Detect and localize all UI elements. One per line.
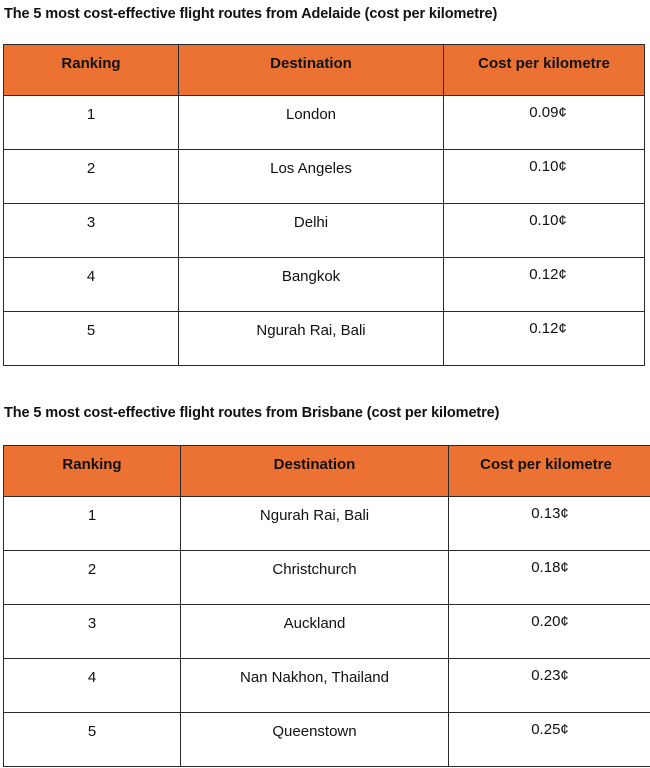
cost-cell: 0.09¢: [444, 96, 645, 150]
destination-cell: Delhi: [179, 204, 444, 258]
adelaide-routes-table: [3, 44, 645, 366]
ranking-cell: 3: [4, 605, 181, 659]
table-header-row: [4, 45, 645, 96]
cost-cell: 0.12¢: [444, 312, 645, 366]
column-header-ranking: Ranking: [4, 45, 179, 96]
destination-cell: Bangkok: [179, 258, 444, 312]
table-row: [4, 258, 645, 312]
destination-cell: Auckland: [181, 605, 449, 659]
table-row: [4, 150, 645, 204]
table-row: [4, 96, 645, 150]
table-row: [4, 497, 650, 551]
table-row: [4, 659, 650, 713]
ranking-cell: 2: [4, 551, 181, 605]
column-header-destination: Destination: [179, 45, 444, 96]
destination-cell: Ngurah Rai, Bali: [181, 497, 449, 551]
ranking-cell: 4: [4, 258, 179, 312]
destination-cell: London: [179, 96, 444, 150]
cost-cell: 0.12¢: [444, 258, 645, 312]
destination-cell: Queenstown: [181, 713, 449, 767]
cost-cell: 0.10¢: [444, 150, 645, 204]
cost-cell: 0.20¢: [449, 605, 650, 659]
brisbane-routes-table: [3, 445, 650, 767]
cost-cell: 0.25¢: [449, 713, 650, 767]
ranking-cell: 1: [4, 96, 179, 150]
ranking-cell: 5: [4, 713, 181, 767]
cost-cell: 0.23¢: [449, 659, 650, 713]
cost-cell: 0.13¢: [449, 497, 650, 551]
brisbane-table-title: The 5 most cost-effective flight routes from Brisbane (cost per kilometre): [4, 405, 500, 421]
table-row: [4, 551, 650, 605]
destination-cell: Nan Nakhon, Thailand: [181, 659, 449, 713]
destination-cell: Christchurch: [181, 551, 449, 605]
column-header-destination: Destination: [181, 446, 449, 497]
column-header-cost: Cost per kilometre: [444, 45, 645, 96]
table-row: [4, 204, 645, 258]
destination-cell: Ngurah Rai, Bali: [179, 312, 444, 366]
column-header-cost: Cost per kilometre: [449, 446, 650, 497]
destination-cell: Los Angeles: [179, 150, 444, 204]
ranking-cell: 1: [4, 497, 181, 551]
ranking-cell: 3: [4, 204, 179, 258]
adelaide-table-title: The 5 most cost-effective flight routes from Adelaide (cost per kilometre): [4, 6, 498, 22]
table-row: [4, 312, 645, 366]
ranking-cell: 4: [4, 659, 181, 713]
cost-cell: 0.18¢: [449, 551, 650, 605]
column-header-ranking: Ranking: [4, 446, 181, 497]
table-header-row: [4, 446, 650, 497]
ranking-cell: 2: [4, 150, 179, 204]
ranking-cell: 5: [4, 312, 179, 366]
table-row: [4, 713, 650, 767]
cost-cell: 0.10¢: [444, 204, 645, 258]
table-row: [4, 605, 650, 659]
